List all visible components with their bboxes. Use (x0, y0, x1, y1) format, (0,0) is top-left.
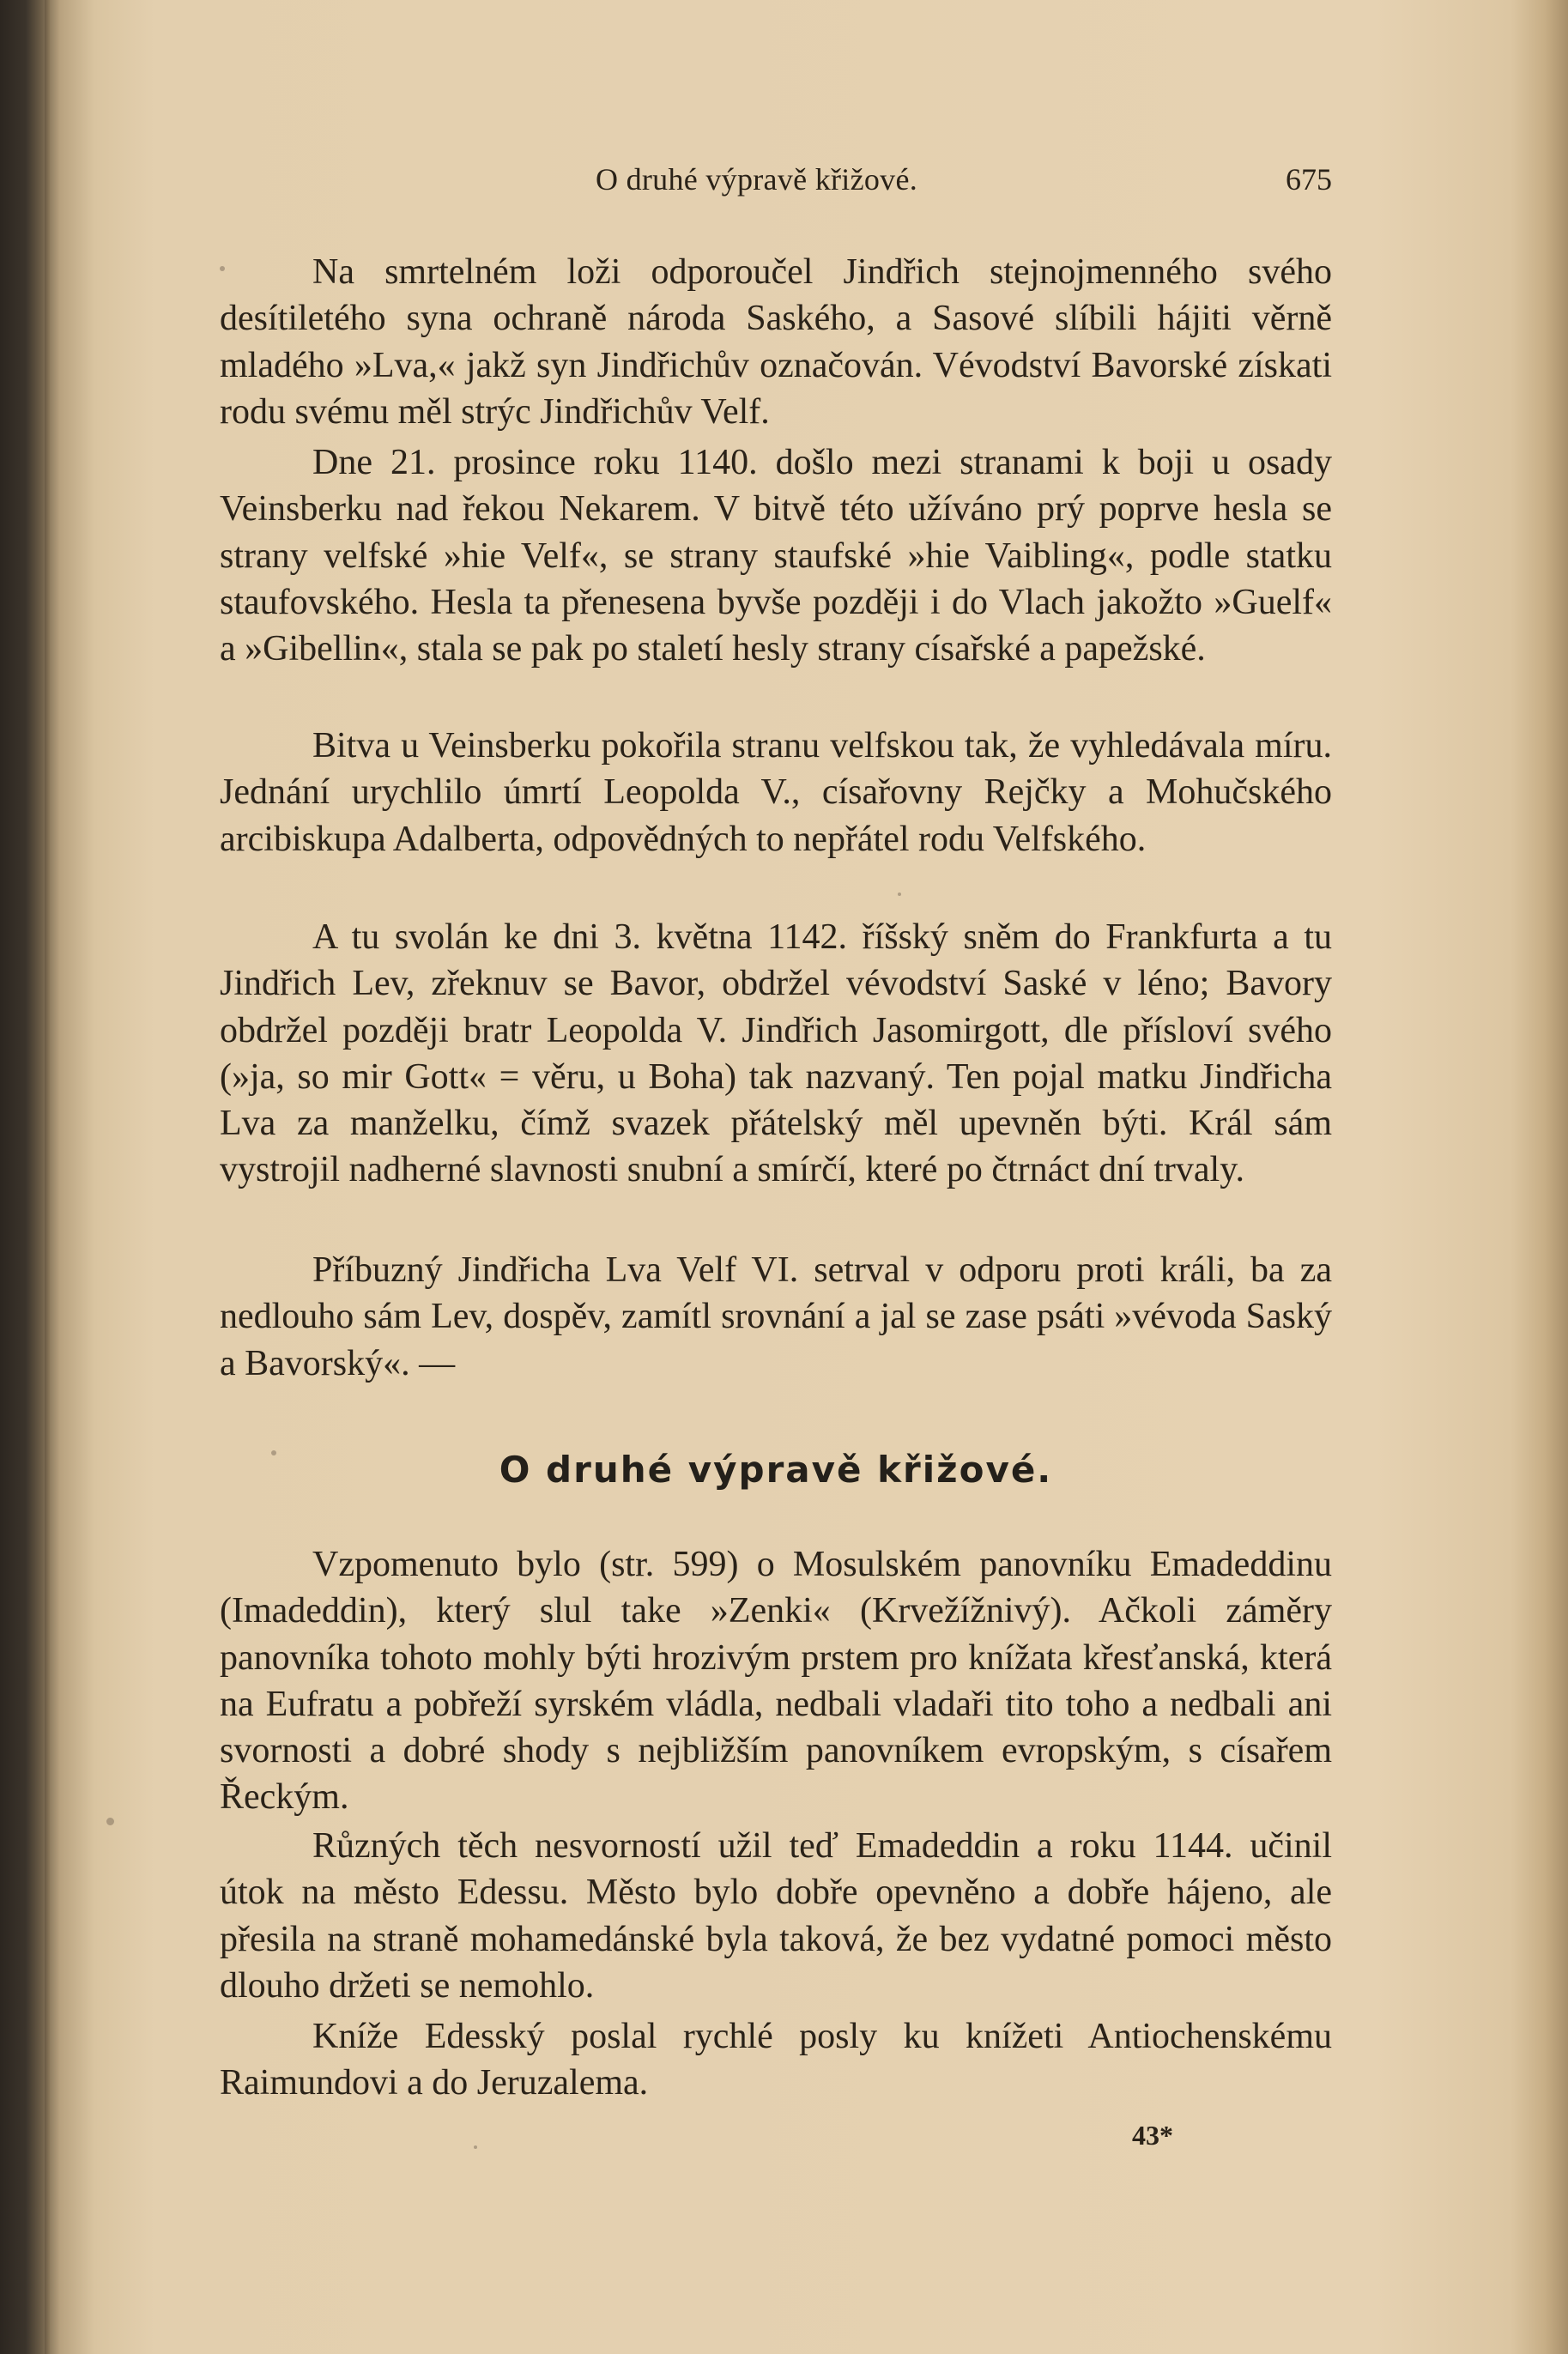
paper-speck (898, 893, 901, 896)
paragraph-5: Příbuzný Jindřicha Lva Velf VI. setrval v odporu proti králi, ba za nedlouho sám Lev, dospěv, zamítl srovnání a jal se zase psáti »vévoda Saský a Bavorský«. — (220, 1250, 1332, 1383)
section-paragraph-1: Vzpomenuto bylo (str. 599) o Mosulském panovníku Emadeddinu (Imadeddin), který slul take »Zenki« (Krvežížnivý). Ačkoli záměry panovníka tohoto mohly býti hrozivým prstem pro knížata křesťanská, která na Eufratu a pobřeží syrském vládla, nedbali vladaři tito toho a nedbali ani svornosti a dobré shody s nejbližším panovníkem evropským, s císařem Řeckým. (220, 1545, 1332, 1818)
page-number: 675 (1286, 162, 1332, 197)
paragraph-1: Na smrtelném loži odporoučel Jindřich stejnojmenného svého desítiletého syna ochraně národa Saského, a Sasové slíbili hájiti věrně mladého »Lva,« jakž syn Jindřichův označován. Vévodství Bavorské získati rodu svému měl strýc Jindřichův Velf. (220, 252, 1332, 432)
section-heading: O druhé výpravě křižové. (499, 1449, 1053, 1491)
paragraph-2: Dne 21. prosince roku 1140. došlo mezi stranami k boji u osady Veinsberku nad řekou Nekarem. V bitvě této užíváno prý poprve hesla se strany velfské »hie Velf«, se strany staufské »hie Vaibling«, podle statku staufovského. Hesla ta přenesena byvše později i do Vlach jakožto »Guelf« a »Gibellin«, stala se pak po staletí hesly strany císařské a papežské. (220, 443, 1332, 669)
paper-speck (474, 2145, 477, 2149)
running-title: O druhé výpravě křižové. (596, 162, 918, 197)
section-paragraph-3: Kníže Edesský poslal rychlé posly ku knížeti Antiochenskému Raimundovi a do Jeruzalema. (220, 2017, 1332, 2103)
paper-speck (271, 1450, 276, 1455)
paper-speck (220, 266, 225, 271)
printer-signature-mark: 43* (1132, 2120, 1173, 2151)
paragraph-3: Bitva u Veinsberku pokořila stranu velfskou tak, že vyhledávala míru. Jednání urychlilo úmrtí Leopolda V., císařovny Rejčky a Mohučského arcibiskupa Adalberta, odpovědných to nepřátel rodu Velfského. (220, 726, 1332, 859)
running-header (220, 161, 1332, 209)
paper-speck (106, 1818, 114, 1825)
section-paragraph-2: Různých těch nesvorností užil teď Emadeddin a roku 1144. učinil útok na město Edessu. Město bylo dobře opevněno a dobře hájeno, ale přesila na straně mohamedánské byla taková, že bez vydatné pomoci město dlouho držeti se nemohlo. (220, 1826, 1332, 2006)
book-spine-shadow (45, 0, 50, 2354)
paragraph-4: A tu svolán ke dni 3. května 1142. říšský sněm do Frankfurta a tu Jindřich Lev, zřeknuv se Bavor, obdržel vévodství Saské v léno; Bavory obdržel později bratr Leopolda V. Jindřich Jasomirgott, dle přísloví svého (»ja, so mir Gott« = věru, u Boha) tak nazvaný. Ten pojal matku Jindřicha Lva za manželku, čímž svazek přátelský měl upevněn býti. Král sám vystrojil nadherné slavnosti snubní a smírčí, které po čtrnáct dní trvaly. (220, 917, 1332, 1190)
